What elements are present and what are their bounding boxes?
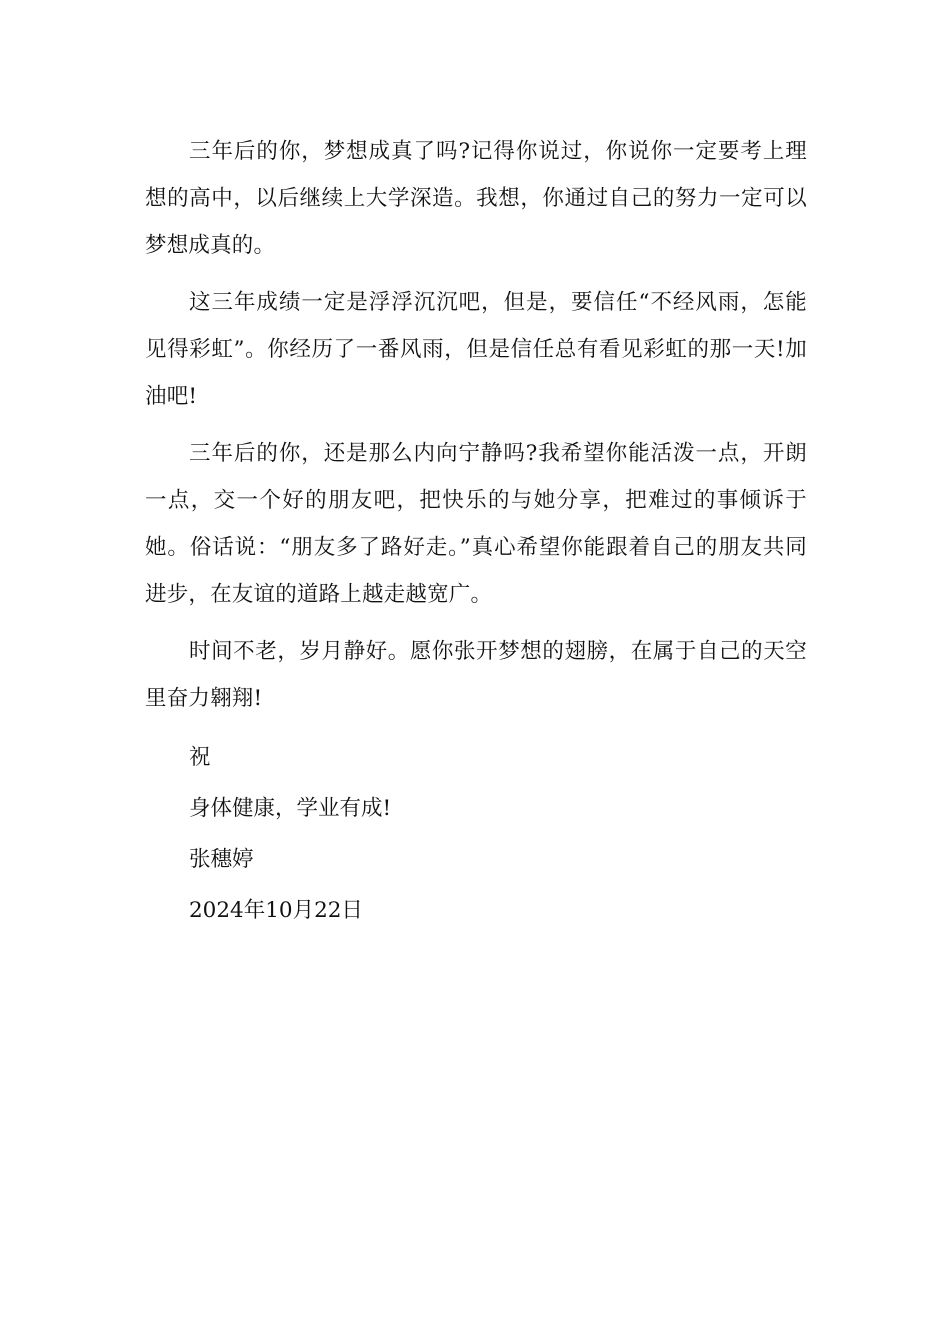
paragraph-4: 时间不老，岁月静好。愿你张开梦想的翅膀，在属于自己的天空里奋力翱翔! [145, 639, 807, 711]
letter-date: 2024年10月22日 [189, 898, 363, 923]
paragraph-2: 这三年成绩一定是浮浮沉沉吧，但是，要信任“不经风雨，怎能见得彩虹”。你经历了一番风雨，但是信任总有看见彩虹的那一天!加油吧! [145, 290, 807, 409]
letter-body [145, 128, 807, 936]
closing-salutation: 祝 [189, 745, 211, 770]
paragraph-1: 三年后的你，梦想成真了吗?记得你说过，你说你一定要考上理想的高中，以后继续上大学深造。我想，你通过自己的努力一定可以梦想成真的。 [145, 139, 807, 258]
closing-wish: 身体健康，学业有成! [189, 796, 392, 821]
signature: 张穗婷 [189, 847, 254, 872]
paragraph-3: 三年后的你，还是那么内向宁静吗?我希望你能活泼一点，开朗一点，交一个好的朋友吧，把快乐的与她分享，把难过的事倾诉于她。俗话说：“朋友多了路好走。”真心希望你能跟着自己的朋友共同进步，在友谊的道路上越走越宽广。 [145, 441, 807, 607]
